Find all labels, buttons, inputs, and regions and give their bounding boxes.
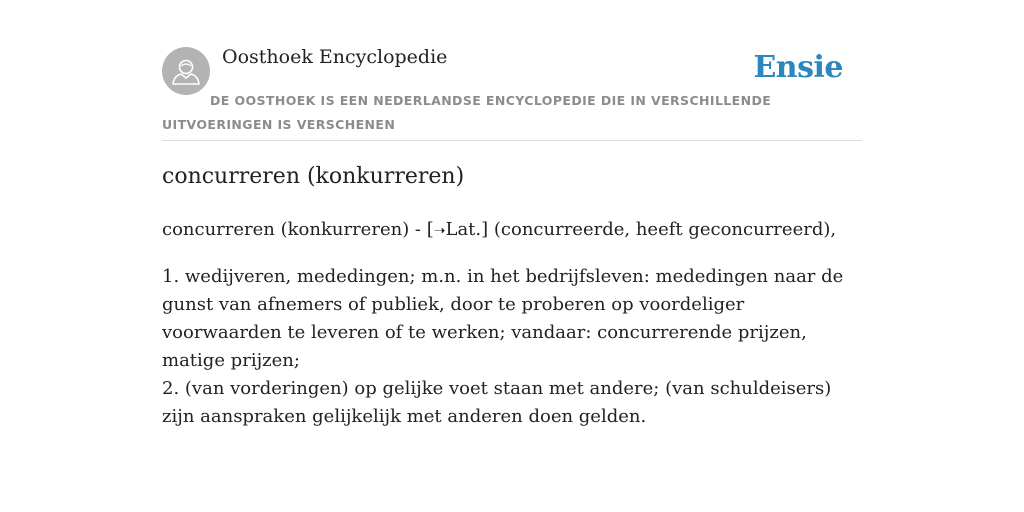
source-description: DE OOSTHOEK IS EEN NEDERLANDSE ENCYCLOPEDIE DIE IN VERSCHILLENDE UITVOERINGEN IS VERSCHENEN (162, 93, 772, 132)
definition-item: 1. wedijveren, mededingen; m.n. in het bedrijfsleven: mededingen naar de gunst van afnemers of publiek, door te proberen op voordeliger voorwaarden te leveren of te werken; vandaar: concurrerende prijzen, matige prijzen; (162, 266, 844, 371)
entry-lead (162, 218, 836, 243)
arrow-right-icon: ➝ (433, 223, 446, 239)
definition-item: 2. (van vorderingen) op gelijke voet staan met andere; (van schuldeisers) zijn aanspraken gelijkelijk met anderen doen gelden. (162, 378, 832, 427)
lead-prefix: concurreren (konkurreren) - [ (162, 219, 434, 240)
source-name[interactable]: Oosthoek Encyclopedie (222, 46, 448, 68)
user-avatar-icon[interactable] (162, 47, 210, 95)
ensie-logo[interactable]: Ensie (753, 50, 843, 85)
entry-page (162, 0, 862, 427)
entry-title: concurreren (konkurreren) (162, 164, 465, 189)
entry-definitions (162, 263, 867, 431)
lead-suffix: ] (concurreerde, heeft geconcurreerd), (481, 219, 837, 240)
latin-link[interactable]: Lat. (445, 219, 482, 240)
entry-header (162, 0, 862, 141)
